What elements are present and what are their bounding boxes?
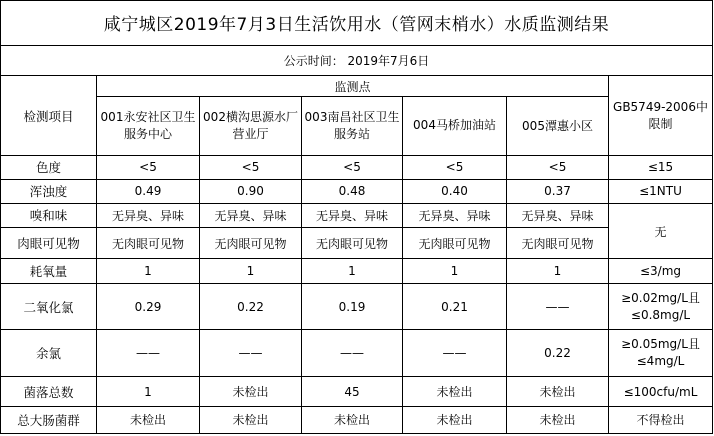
cell-limit: ≤100cfu/mL (609, 377, 713, 406)
cell-value: 1 (200, 259, 302, 284)
cell-value: 1 (507, 259, 609, 284)
cell-value: 45 (302, 377, 403, 406)
cell-limit: 无 (609, 203, 713, 258)
cell-value: <5 (200, 155, 302, 179)
cell-value: <5 (97, 155, 200, 179)
cell-value: 未检出 (302, 406, 403, 433)
cell-value: 0.37 (507, 179, 609, 203)
cell-value: 无肉眼可见物 (403, 227, 507, 258)
cell-limit: 不得检出 (609, 406, 713, 433)
cell-limit: ≤3/mg (609, 259, 713, 284)
row-item-chlorine-dioxide: 二氧化氯 (1, 284, 97, 330)
cell-value: —— (97, 330, 200, 377)
cell-value: 未检出 (507, 377, 609, 406)
publish-time: 公示时间： 2019年7月6日 (1, 45, 713, 75)
cell-value: 未检出 (200, 377, 302, 406)
row-item-turbidity: 浑浊度 (1, 179, 97, 203)
cell-limit: ≤15 (609, 155, 713, 179)
cell-value: 0.21 (403, 284, 507, 330)
cell-value: 无异臭、异味 (302, 203, 403, 227)
cell-value: 未检出 (507, 406, 609, 433)
cell-value: 0.22 (507, 330, 609, 377)
cell-value: 无肉眼可见物 (507, 227, 609, 258)
cell-value: —— (302, 330, 403, 377)
cell-value: —— (507, 284, 609, 330)
header-monitoring-points: 监测点 (97, 76, 609, 97)
cell-value: 未检出 (403, 406, 507, 433)
row-item-residual-chlorine: 余氯 (1, 330, 97, 377)
header-point-005: 005潭惠小区 (507, 97, 609, 156)
cell-limit: ≥0.05mg/L且≤4mg/L (609, 330, 713, 377)
cell-value: —— (200, 330, 302, 377)
header-point-002: 002横沟思源水厂营业厅 (200, 97, 302, 156)
cell-value: 无异臭、异味 (97, 203, 200, 227)
cell-value: 无肉眼可见物 (302, 227, 403, 258)
cell-limit: ≥0.02mg/L且≤0.8mg/L (609, 284, 713, 330)
cell-value: 未检出 (200, 406, 302, 433)
cell-value: 1 (403, 259, 507, 284)
cell-value: 无肉眼可见物 (200, 227, 302, 258)
row-item-odor-taste: 嗅和味 (1, 203, 97, 227)
header-item: 检测项目 (1, 76, 97, 155)
row-item-visible-matter: 肉眼可见物 (1, 227, 97, 258)
cell-value: <5 (403, 155, 507, 179)
row-item-total-coliforms: 总大肠菌群 (1, 406, 97, 433)
cell-value: 0.22 (200, 284, 302, 330)
header-standard: GB5749-2006中限制 (609, 76, 713, 155)
cell-value: 0.19 (302, 284, 403, 330)
cell-value: 1 (302, 259, 403, 284)
cell-value: 0.49 (97, 179, 200, 203)
cell-value: 0.40 (403, 179, 507, 203)
row-item-oxygen-consumption: 耗氧量 (1, 259, 97, 284)
cell-value: <5 (302, 155, 403, 179)
cell-value: 无异臭、异味 (507, 203, 609, 227)
cell-value: 1 (97, 377, 200, 406)
header-point-001: 001永安社区卫生服务中心 (97, 97, 200, 156)
cell-value: 无异臭、异味 (403, 203, 507, 227)
row-item-total-colonies: 菌落总数 (1, 377, 97, 406)
header-point-004: 004马桥加油站 (403, 97, 507, 156)
cell-value: 无肉眼可见物 (97, 227, 200, 258)
cell-value: 未检出 (97, 406, 200, 433)
cell-value: 未检出 (403, 377, 507, 406)
cell-value: 1 (97, 259, 200, 284)
header-point-003: 003南昌社区卫生服务站 (302, 97, 403, 156)
cell-value: <5 (507, 155, 609, 179)
cell-value: —— (403, 330, 507, 377)
cell-value: 0.48 (302, 179, 403, 203)
cell-value: 0.29 (97, 284, 200, 330)
cell-limit: ≤1NTU (609, 179, 713, 203)
cell-value: 无异臭、异味 (200, 203, 302, 227)
page-title: 咸宁城区2019年7月3日生活饮用水（管网末梢水）水质监测结果 (1, 1, 713, 46)
cell-value: 0.90 (200, 179, 302, 203)
row-item-color: 色度 (1, 155, 97, 179)
